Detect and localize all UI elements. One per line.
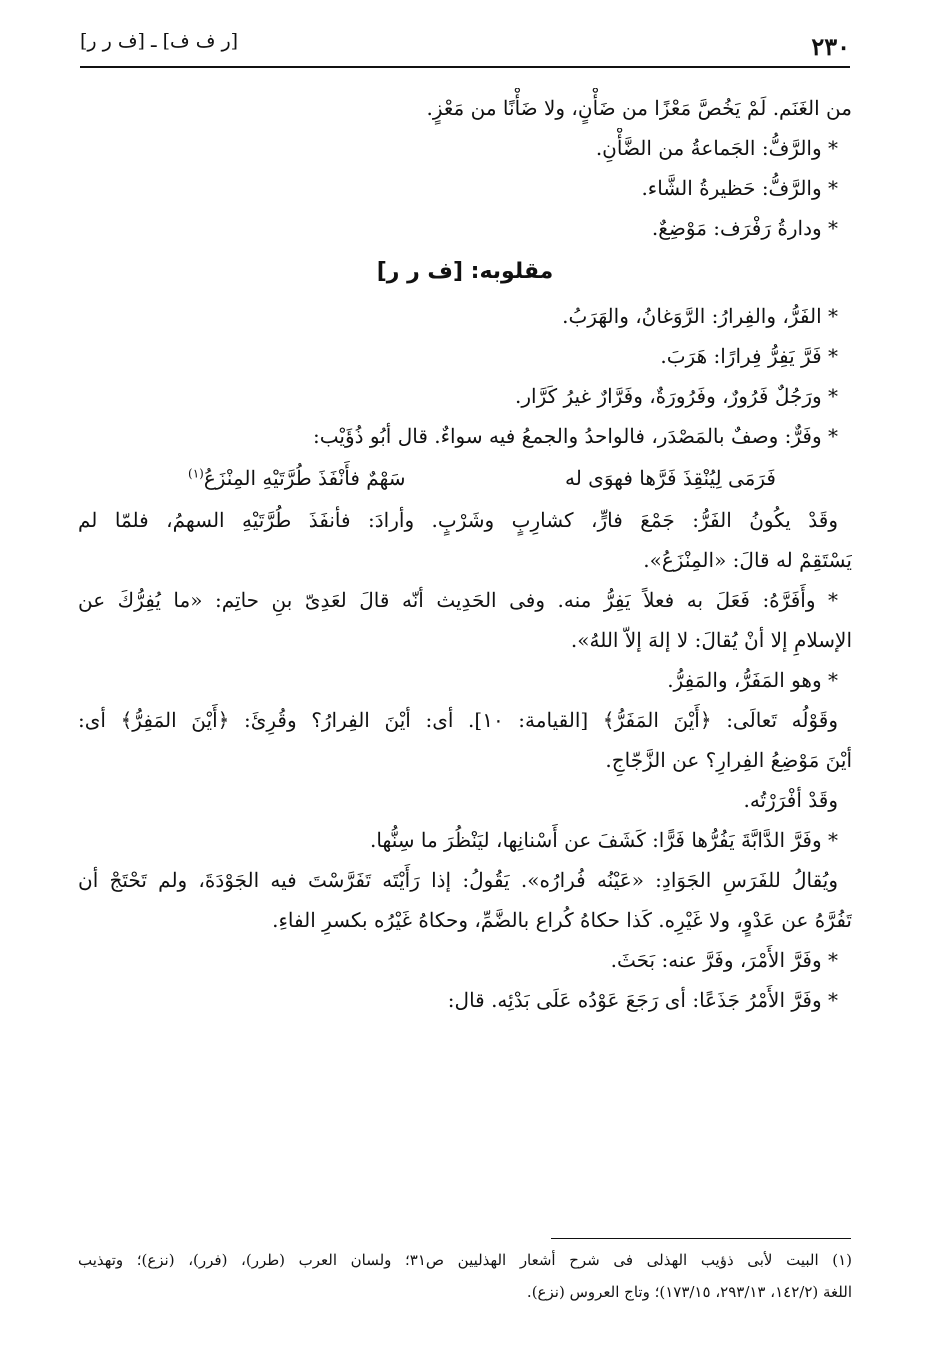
poetry-verse bbox=[78, 456, 852, 500]
entry-line: * وهو المَفَرُّ، والمَفِرُّ. bbox=[667, 668, 838, 692]
footnote-line: (١) البيت لأبى ذؤيب الهذلى فى شرح أشعار الهذليين ص٣١؛ ولسان العرب (طرر)، (فرر)، (نزع)؛ وتهذيب bbox=[78, 1251, 852, 1269]
page-number: ٢٣٠ bbox=[811, 32, 850, 61]
footnote-rule bbox=[551, 1238, 851, 1239]
main-text bbox=[78, 88, 852, 1020]
entry-line: * وفَرَّ الأَمْرَ، وفَرَّ عنه: بَحَثَ. bbox=[610, 948, 838, 972]
entry-line: * والرَّفُّ: الجَماعةُ من الضَّأْنِ. bbox=[595, 136, 838, 160]
text-line: وقَدْ يكُونُ الفَرُّ: جَمْعَ فارٍّ، كشارِبٍ وشَرْبٍ. وأرادَ: فأنفَذَ طُرَّتَيْهِ السهمُ، فلمّا لم bbox=[78, 508, 838, 532]
footnotes bbox=[78, 1244, 852, 1308]
entry-line: * وفَرَّ الأَمْرُ جَذَعًا: أى رَجَعَ عَوْدُه عَلَى بَدْئِه. قال: bbox=[447, 988, 838, 1012]
text-line: أيْنَ مَوْضِعُ الفِرارِ؟ عن الزَّجّاجِ. bbox=[605, 748, 852, 772]
text-line: وقَوْلُه تَعالَى: ﴿أَيْنَ المَفَرُّ﴾ [القيامة: ١٠]. أى: أيْنَ الفِرارُ؟ وقُرِئَ: ﴿أَيْنَ المَفِرُّ﴾ أى: bbox=[78, 708, 838, 732]
entry-line: * وأَفَرَّهُ: فَعَلَ به فعلاً يَفِرُّ منه. وفى الحَدِيث أنّه قالَ لعَدِىّ بنِ حاتِم: «ما يُفِرُّكَ عن bbox=[78, 588, 838, 612]
text-line: تَفُرَّهُ عن عَدْوٍ، ولا غَيْرِه. كَذا حكاهُ كُراع بالضَّمِّ، وحكاهُ غَيْرُه بكسرِ الفاءِ. bbox=[272, 908, 852, 932]
section-heading: مقلوبه: [ف ر ر] bbox=[376, 259, 554, 284]
page-header bbox=[80, 28, 850, 62]
entry-line: * ورَجُلٌ فَرُورٌ، وفَرُورَةٌ، وفَرَّارٌ غيرُ كَرَّار. bbox=[515, 384, 838, 408]
text-line: ويُقالُ للفَرَسِ الجَوَادِ: «عَيْنُه فُرارُه». يَقُولُ: إذا رَأَيْتَه تَفَرَّسْتَ فيه الجَوْدَةَ، ولم تَحْتَجْ أن bbox=[78, 868, 838, 892]
text-line: الإسلامِ إلا أنْ يُقالَ: لا إلهَ إلاّ اللهُ». bbox=[570, 628, 852, 652]
entry-line: * الفَرُّ، والفِرارُ: الرَّوَغانُ، والهَرَبُ. bbox=[562, 304, 838, 328]
entry-line: * وفَرٌّ: وصفٌ بالمَصْدَر، فالواحدُ والجمعُ فيه سواءٌ. قال أبُو ذُؤَيْب: bbox=[313, 424, 838, 448]
text-line: يَسْتَقِمْ له قالَ: «المِنْزَعُ». bbox=[643, 548, 852, 572]
entry-line: * ودارةُ رَفْرَف: مَوْضِعٌ. bbox=[651, 216, 838, 240]
verse-second-hemistich bbox=[188, 456, 406, 500]
text-line: وقَدْ أفْرَرْتُه. bbox=[743, 788, 838, 812]
text-line: من الغَنَم. لَمْ يَخُصَّ مَعْزًا من ضَأْنٍ، ولا ضَأْنًا من مَعْزٍ. bbox=[426, 96, 852, 120]
entry-line: * وفَرَّ الدَّابَّةَ يَفُرُّها فَرًّا: كَشَفَ عن أَسْنانِها، ليَنْظُرَ ما سِنُّها. bbox=[370, 828, 838, 852]
verse-second-hemistich-text: سَهْمٌ فأَنْفَذَ طُرَّتَيْهِ المِنْزَعُ bbox=[203, 466, 406, 490]
running-head-roots: [ر ف ف] ـ [ف ر ر] bbox=[80, 30, 239, 52]
entry-line: * فَرَّ يَفِرُّ فِرارًا: هَرَبَ. bbox=[660, 344, 838, 368]
entry-line: * والرَّفُّ: حَظيرةُ الشَّاء. bbox=[641, 176, 838, 200]
footnote-line: اللغة (١٤٢/٢، ٢٩٣/١٣، ١٧٣/١٥)؛ وتاج العروس (نزع). bbox=[526, 1283, 852, 1301]
footnote-marker: (١) bbox=[188, 466, 204, 481]
header-rule bbox=[80, 66, 850, 68]
verse-first-hemistich: فَرَمَى لِيُنْقِذَ فَرَّها فهوَى له bbox=[564, 466, 776, 490]
